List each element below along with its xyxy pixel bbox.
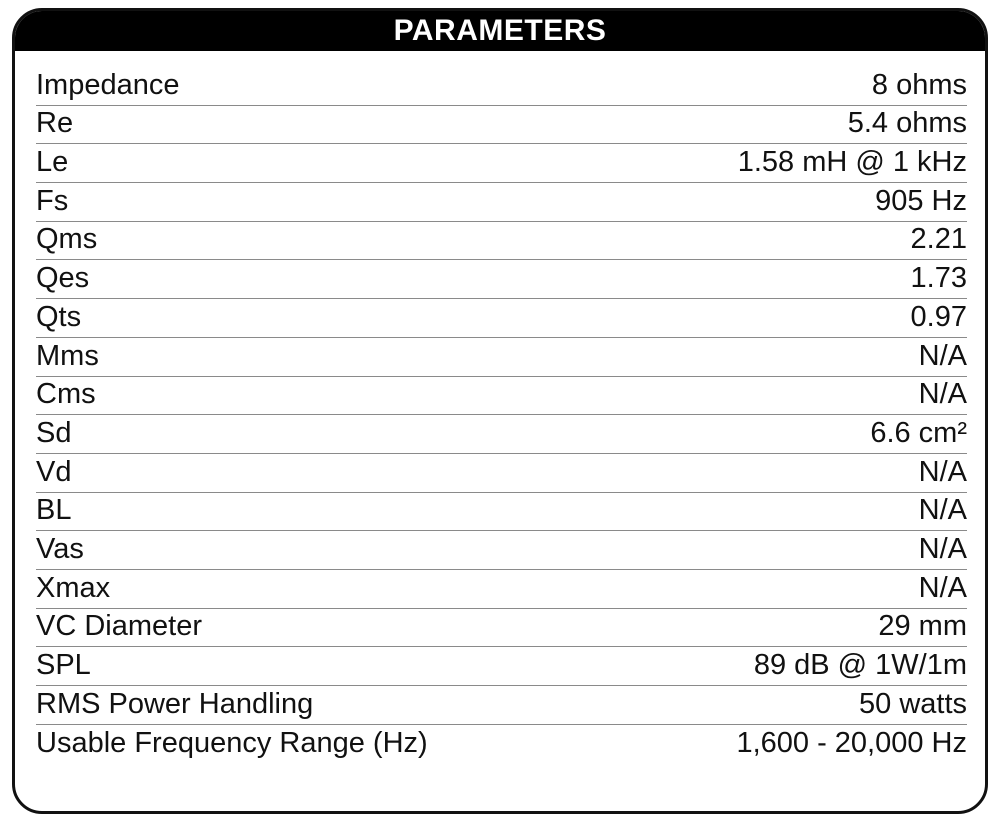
table-row <box>36 144 967 183</box>
parameter-label: Le <box>36 146 69 179</box>
parameter-value: N/A <box>918 339 967 372</box>
parameter-label: Re <box>36 107 74 140</box>
parameter-value: N/A <box>918 571 967 604</box>
parameter-label: VC Diameter <box>36 610 202 643</box>
parameter-label: Sd <box>36 416 72 449</box>
table-row <box>36 570 967 609</box>
table-row <box>36 67 967 106</box>
parameter-rows <box>36 67 967 763</box>
parameter-label: Qms <box>36 223 98 256</box>
parameter-value: 89 dB @ 1W/1m <box>753 649 967 681</box>
parameter-label: Cms <box>36 378 96 411</box>
parameter-value: 5.4 ohms <box>847 107 967 140</box>
parameter-value: 6.6 cm² <box>870 416 967 449</box>
table-row <box>36 493 967 532</box>
table-row <box>36 106 967 145</box>
parameter-label: Usable Frequency Range (Hz) <box>36 727 428 760</box>
parameter-value: 1.58 mH @ 1 kHz <box>737 146 967 179</box>
parameter-value: N/A <box>918 378 967 411</box>
parameter-value: N/A <box>918 455 967 488</box>
parameter-label: BL <box>36 494 72 527</box>
parameter-label: Impedance <box>36 68 180 101</box>
table-row <box>36 222 967 261</box>
table-row <box>36 609 967 648</box>
parameter-label: Fs <box>36 184 69 217</box>
parameter-value: N/A <box>918 494 967 527</box>
parameter-label: Qts <box>36 300 82 333</box>
table-row <box>36 454 967 493</box>
table-row <box>36 647 967 686</box>
table-row <box>36 415 967 454</box>
parameter-value: 2.21 <box>910 223 967 256</box>
parameter-value: 905 Hz <box>875 184 967 217</box>
parameters-table <box>12 8 988 814</box>
parameter-value: N/A <box>918 532 967 565</box>
parameter-label: Vd <box>36 455 72 488</box>
parameter-label: Xmax <box>36 571 111 604</box>
parameter-value: 1,600 - 20,000 Hz <box>736 727 967 760</box>
table-title: PARAMETERS <box>15 11 985 51</box>
parameter-label: Qes <box>36 262 90 295</box>
parameter-label: Mms <box>36 339 99 372</box>
parameter-value: 1.73 <box>910 262 967 295</box>
table-row <box>36 725 967 764</box>
parameter-value: 8 ohms <box>871 68 967 101</box>
table-row <box>36 377 967 416</box>
parameter-value: 29 mm <box>878 610 967 643</box>
parameter-label: RMS Power Handling <box>36 687 314 720</box>
table-row <box>36 260 967 299</box>
parameter-label: SPL <box>36 649 91 681</box>
table-row <box>36 338 967 377</box>
parameter-value: 0.97 <box>910 300 967 333</box>
table-row <box>36 686 967 725</box>
table-row <box>36 531 967 570</box>
parameter-label: Vas <box>36 532 84 565</box>
parameter-value: 50 watts <box>859 687 967 720</box>
table-row <box>36 299 967 338</box>
table-row <box>36 183 967 222</box>
